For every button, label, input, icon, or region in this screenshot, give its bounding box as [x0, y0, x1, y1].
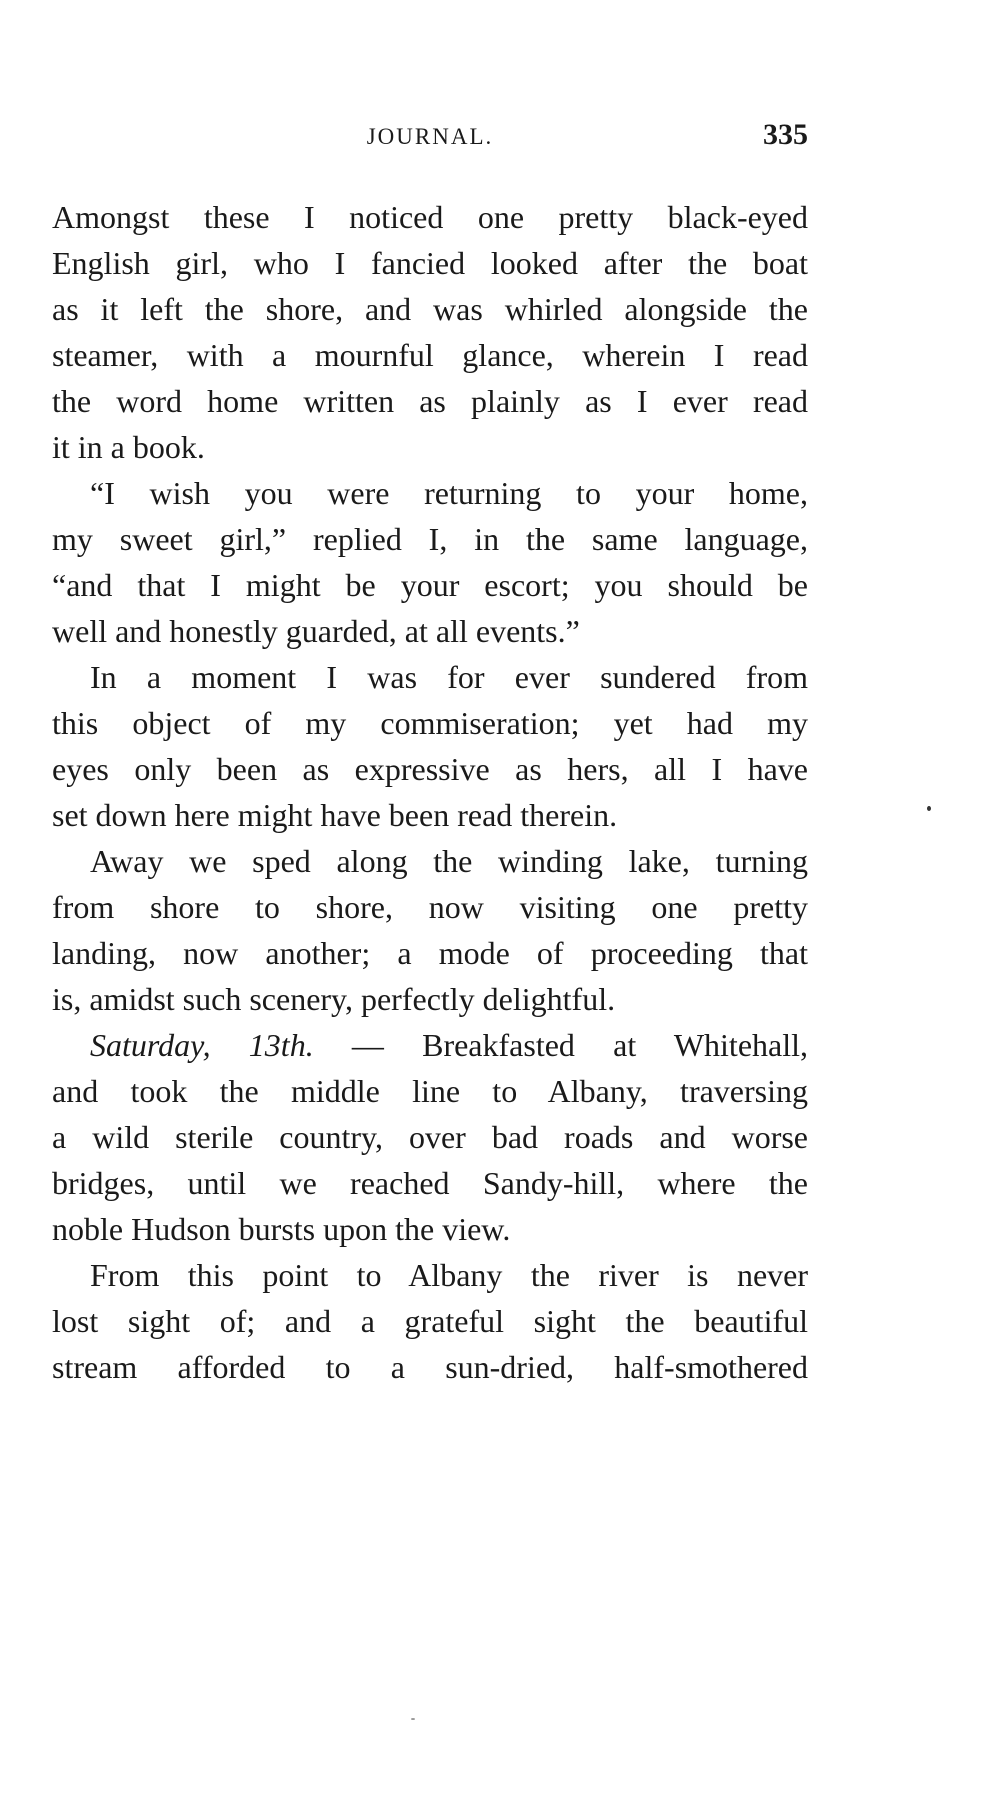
- text-line: and took the middle line to Albany, traversing: [52, 1073, 808, 1109]
- paragraph-4: [52, 838, 808, 1022]
- paragraph-1: [52, 194, 808, 470]
- text-line: “I wish you were returning to your home,: [90, 475, 808, 511]
- paragraph-2: [52, 470, 808, 654]
- text-line: set down here might have been read therein.: [52, 797, 618, 833]
- paragraph-3: [52, 654, 808, 838]
- paragraph-6: [52, 1252, 808, 1390]
- text-line: landing, now another; a mode of proceeding that: [52, 935, 808, 971]
- text-line: Amongst these I noticed one pretty black-eyed: [52, 199, 808, 235]
- text-line: “and that I might be your escort; you should be: [52, 567, 808, 603]
- text-line: my sweet girl,” replied I, in the same language,: [52, 521, 808, 557]
- text-line: it in a book.: [52, 429, 205, 465]
- text-line: From this point to Albany the river is never: [90, 1257, 808, 1293]
- text-line: Away we sped along the winding lake, turning: [90, 843, 808, 879]
- date-heading: Saturday, 13th.: [90, 1027, 314, 1063]
- page-number: 335: [763, 118, 808, 151]
- paragraph-5: [52, 1022, 808, 1252]
- text-line: from shore to shore, now visiting one pretty: [52, 889, 808, 925]
- page-header: [52, 118, 808, 158]
- text-line: noble Hudson bursts upon the view.: [52, 1211, 511, 1247]
- text-line: In a moment I was for ever sundered from: [90, 659, 808, 695]
- text-line: lost sight of; and a grateful sight the beautiful: [52, 1303, 808, 1339]
- text-line: well and honestly guarded, at all events.”: [52, 613, 580, 649]
- text-line: steamer, with a mournful glance, wherein I read: [52, 337, 808, 373]
- text-line: as it left the shore, and was whirled alongside the: [52, 291, 808, 327]
- text-line: a wild sterile country, over bad roads and worse: [52, 1119, 808, 1155]
- paper-speck: [411, 1718, 415, 1720]
- paper-speck: [927, 806, 931, 811]
- body-text: [52, 194, 808, 1390]
- text-line: is, amidst such scenery, perfectly delightful.: [52, 981, 616, 1017]
- text-line: the word home written as plainly as I ever read: [52, 383, 808, 419]
- text-line: stream afforded to a sun-dried, half-smothered: [52, 1349, 808, 1385]
- text-line: eyes only been as expressive as hers, all I have: [52, 751, 808, 787]
- text-line-rest: — Breakfasted at Whitehall,: [351, 1027, 808, 1063]
- running-head: JOURNAL.: [366, 124, 494, 149]
- text-line: bridges, until we reached Sandy-hill, where the: [52, 1165, 808, 1201]
- text-line: this object of my commiseration; yet had my: [52, 705, 808, 741]
- text-line: [52, 1022, 808, 1068]
- text-line: English girl, who I fancied looked after the boat: [52, 245, 808, 281]
